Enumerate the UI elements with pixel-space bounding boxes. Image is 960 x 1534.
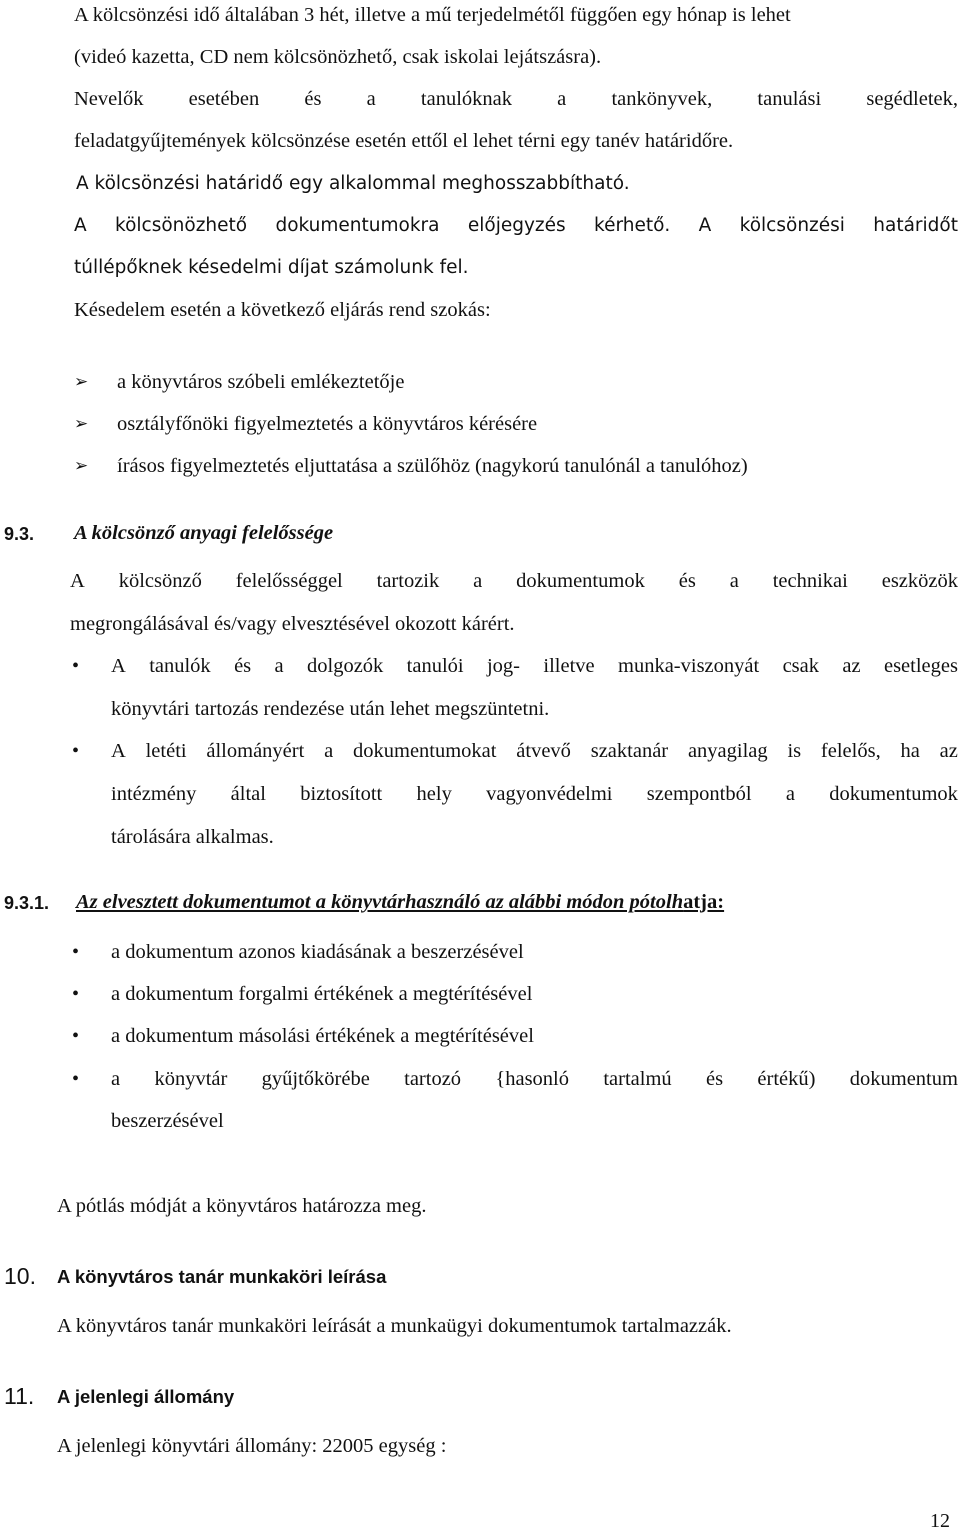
intro-line-3 xyxy=(74,86,958,112)
word: tartozik xyxy=(376,570,440,592)
word: a xyxy=(111,1068,121,1090)
word: felelős, xyxy=(820,740,881,762)
word: A xyxy=(111,740,126,762)
word: kérhető. xyxy=(594,215,671,236)
word: {hasonló xyxy=(495,1068,570,1090)
late-procedure-item: írásos figyelmeztetés eljuttatása a szülőhöz (nagykorú tanulónál a tanulóhoz) xyxy=(117,455,748,477)
bullet-icon: • xyxy=(72,1025,80,1047)
replacement-item: a dokumentum másolási értékének a megtérítésével xyxy=(111,1025,534,1047)
section-9-3-bullet-1-line-1 xyxy=(111,653,958,679)
section-9-3-1-title xyxy=(76,889,724,915)
section-9-3-title: A kölcsönző anyagi felelőssége xyxy=(74,522,334,544)
replacement-closing-text: A pótlás módját a könyvtáros határozza meg. xyxy=(57,1195,427,1217)
intro-line-2: (videó kazetta, CD nem kölcsönözhető, csak iskolai lejátszásra). xyxy=(74,46,602,68)
word: felelősséggel xyxy=(235,570,343,592)
word: is xyxy=(787,740,802,762)
word: A xyxy=(111,655,126,677)
intro-line-7: túllépőknek késedelmi díjat számolunk fel. xyxy=(74,257,469,278)
section-9-3-1-title-italic: Az elvesztett dokumentumot a könyvtárhasználó az alábbi módon pótolh xyxy=(76,891,684,913)
section-9-3-bullet-1-line-2: könyvtári tartozás rendezése után lehet megszüntetni. xyxy=(111,698,550,720)
intro-line-4: feladatgyűjtemények kölcsönzése esetén ettől el lehet térni egy tanév határidőre. xyxy=(74,130,734,152)
word: vagyonvédelmi xyxy=(486,783,613,805)
word: csak xyxy=(782,655,820,677)
section-9-3-para-line-2: megrongálásával és/vagy elvesztésével okozott kárért. xyxy=(70,613,515,635)
word: dokumentumokra xyxy=(275,215,440,236)
word: kölcsönzési xyxy=(739,215,845,236)
bullet-icon: • xyxy=(72,1068,80,1090)
section-11-text: A jelenlegi könyvtári állomány: 22005 egység : xyxy=(57,1435,447,1457)
word: és xyxy=(304,88,322,110)
word: eszközök xyxy=(881,570,958,592)
page-number: 12 xyxy=(930,1510,950,1532)
word: dokumentumokat xyxy=(353,740,497,762)
replacement-item: a dokumentum azonos kiadásának a beszerzésével xyxy=(111,941,524,963)
bullet-icon: • xyxy=(72,941,80,963)
section-11-number: 11. xyxy=(4,1383,35,1409)
replacement-item-4-line-1 xyxy=(111,1066,958,1092)
word: kölcsönző xyxy=(118,570,202,592)
word: értékű) xyxy=(757,1068,816,1090)
section-9-3-para-line-1 xyxy=(70,568,958,594)
word: A xyxy=(698,215,712,236)
word: esetleges xyxy=(883,655,958,677)
word: dokumentumok xyxy=(829,783,958,805)
section-9-3-1-title-rest: atja: xyxy=(683,891,725,913)
word: tanulóknak xyxy=(420,88,512,110)
word: és xyxy=(234,655,252,677)
bullet-icon: • xyxy=(72,740,80,762)
word: technikai xyxy=(772,570,848,592)
word: intézmény xyxy=(111,783,197,805)
word: ha xyxy=(900,740,920,762)
word: gyűjtőkörébe xyxy=(261,1068,370,1090)
word: A xyxy=(74,215,87,236)
word: A xyxy=(70,570,85,592)
word: és xyxy=(705,1068,724,1090)
word: jog- xyxy=(486,655,521,677)
word: anyagilag xyxy=(687,740,768,762)
word: kölcsönözhető xyxy=(115,215,248,236)
word: állományért xyxy=(206,740,305,762)
bullet-icon: • xyxy=(72,983,80,1005)
word: a xyxy=(324,740,334,762)
word: és xyxy=(678,570,696,592)
word: az xyxy=(939,740,958,762)
intro-line-1: A kölcsönzési idő általában 3 hét, illetve a mű terjedelmétől függően egy hónap is lehet xyxy=(74,4,791,26)
section-9-3-bullet-2-line-2 xyxy=(111,781,958,807)
arrow-bullet-icon: ➢ xyxy=(74,414,89,434)
section-9-3-1-number: 9.3.1. xyxy=(4,893,50,913)
word: az xyxy=(842,655,861,677)
word: biztosított xyxy=(300,783,383,805)
word: dokumentumok xyxy=(516,570,645,592)
word: esetében xyxy=(188,88,260,110)
word: dolgozók xyxy=(307,655,384,677)
word: tankönyvek, xyxy=(611,88,713,110)
word: tartozó xyxy=(404,1068,462,1090)
word: tanulási xyxy=(757,88,822,110)
replacement-item: a dokumentum forgalmi értékének a megtérítésével xyxy=(111,983,533,1005)
replacement-item-4-line-2: beszerzésével xyxy=(111,1110,224,1132)
word: szempontból xyxy=(646,783,752,805)
word: által xyxy=(230,783,266,805)
arrow-bullet-icon: ➢ xyxy=(74,372,89,392)
word: illetve xyxy=(543,655,595,677)
word: hely xyxy=(416,783,452,805)
word: segédletek, xyxy=(866,88,958,110)
bullet-icon: • xyxy=(72,655,80,677)
section-10-title: A könyvtáros tanár munkaköri leírása xyxy=(57,1266,387,1287)
word: tanulók xyxy=(149,655,211,677)
word: tanulói xyxy=(406,655,464,677)
section-11-title: A jelenlegi állomány xyxy=(57,1386,235,1407)
arrow-bullet-icon: ➢ xyxy=(74,456,89,476)
word: előjegyzés xyxy=(467,215,566,236)
intro-line-5: A kölcsönzési határidő egy alkalommal meghosszabbítható. xyxy=(76,173,630,194)
intro-line-8: Késedelem esetén a következő eljárás rend szokás: xyxy=(74,299,491,321)
word: a xyxy=(729,570,739,592)
word: szaktanár xyxy=(590,740,669,762)
word: könyvtár xyxy=(154,1068,228,1090)
word: dokumentum xyxy=(849,1068,958,1090)
late-procedure-item: osztályfőnöki figyelmeztetés a könyvtáros kérésére xyxy=(117,413,538,435)
word: a xyxy=(274,655,284,677)
word: a xyxy=(785,783,795,805)
section-10-text: A könyvtáros tanár munkaköri leírását a munkaügyi dokumentumok tartalmazzák. xyxy=(57,1315,732,1337)
word: határidőt xyxy=(873,215,958,236)
late-procedure-item: a könyvtáros szóbeli emlékeztetője xyxy=(117,371,405,393)
intro-line-6 xyxy=(74,213,958,239)
word: a xyxy=(473,570,483,592)
word: Nevelők xyxy=(74,88,144,110)
word: munka-viszonyát xyxy=(618,655,760,677)
word: letéti xyxy=(145,740,187,762)
section-9-3-bullet-2-line-3: tárolására alkalmas. xyxy=(111,826,274,848)
section-9-3-number: 9.3. xyxy=(4,524,35,544)
word: átvevő xyxy=(516,740,571,762)
word: a xyxy=(366,88,376,110)
section-9-3-bullet-2-line-1 xyxy=(111,738,958,764)
section-10-number: 10. xyxy=(4,1263,36,1289)
word: tartalmú xyxy=(603,1068,672,1090)
word: a xyxy=(557,88,567,110)
